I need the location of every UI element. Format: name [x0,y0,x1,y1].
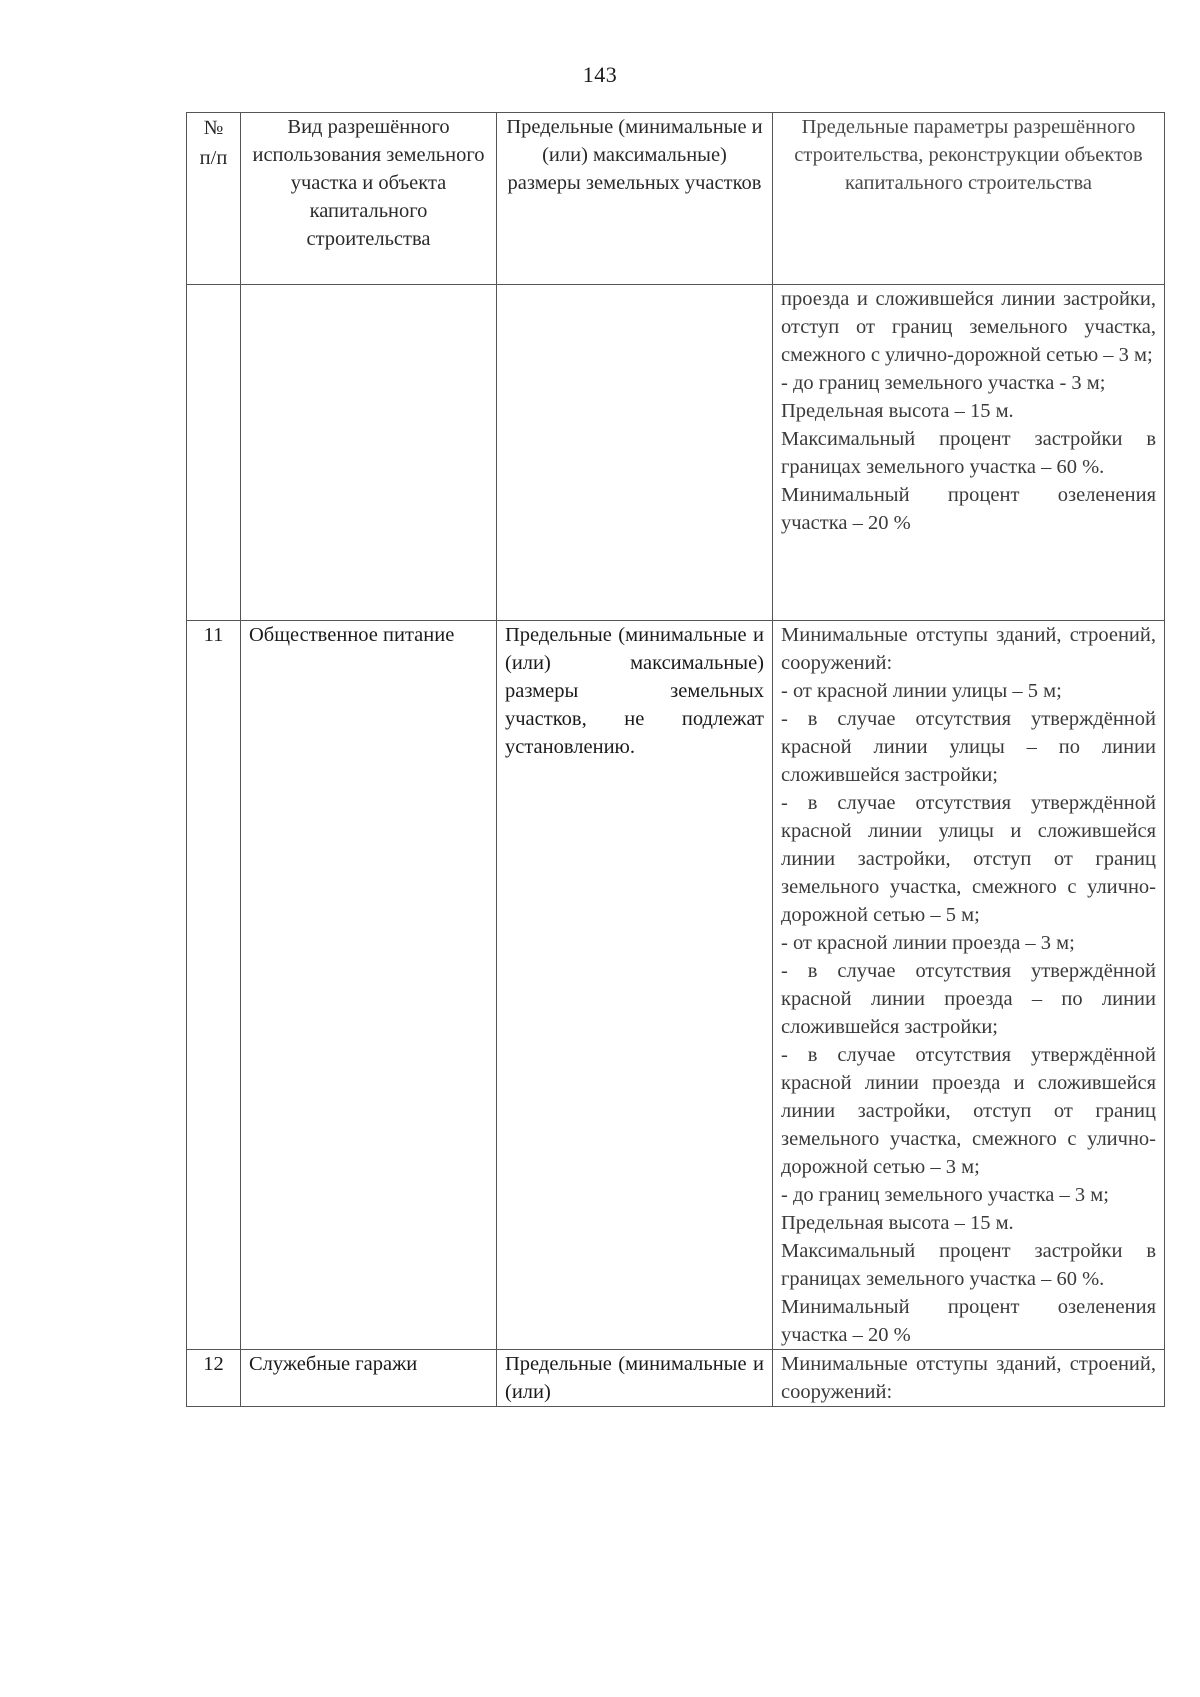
params-line: Минимальный процент озеленения участка – 20 % [781,1296,1156,1346]
header-construction-params: Предельные параметры разрешённого строительства, реконструкции объектов капитального строительства [773,113,1165,285]
params-line: Предельная высота – 15 м. [781,1212,1014,1234]
params-cell [773,285,1165,621]
params-line: Минимальные отступы зданий, строений, сооружений: [781,624,1156,674]
params-cell [773,1350,1165,1407]
table-row [187,1350,1165,1407]
header-use-type: Вид разрешённого использования земельного участка и объекта капитального строительства [241,113,497,285]
plot-sizes-cell [497,285,773,621]
plot-sizes-cell: Предельные (минимальные и (или) [497,1350,773,1407]
params-line: - в случае отсутствия утверждённой красной линии улицы и сложившейся линии застройки, отступ от границ земельного участка, смежного с улично-дорожной сетью – 5 м; [781,792,1156,926]
params-line: - в случае отсутствия утверждённой красной линии улицы – по линии сложившейся застройки; [781,708,1156,786]
params-line: - от красной линии улицы – 5 м; [781,680,1062,702]
params-line: Предельная высота – 15 м. [781,400,1014,422]
params-cell [773,621,1165,1350]
plot-sizes-cell: Предельные (минимальные и (или) максимальные) размеры земельных участков, не подлежат установлению. [497,621,773,1350]
use-type-cell: Служебные гаражи [241,1350,497,1407]
params-line: - в случае отсутствия утверждённой красной линии проезда – по линии сложившейся застройки; [781,960,1156,1038]
page-number: 143 [582,62,618,87]
params-line: - в случае отсутствия утверждённой красной линии проезда и сложившейся линии застройки, отступ от границ земельного участка, смежного с улично-дорожной сетью – 3 м; [781,1044,1156,1178]
params-line: - от красной линии проезда – 3 м; [781,932,1075,954]
table-header-row [187,113,1165,285]
table-row [187,621,1165,1350]
row-number-cell [187,285,241,621]
row-number-cell: 11 [187,621,241,1350]
params-line: Максимальный процент застройки в границах земельного участка – 60 %. [781,428,1156,478]
params-line: - до границ земельного участка – 3 м; [781,1184,1109,1206]
params-line: - до границ земельного участка - 3 м; [781,372,1106,394]
params-line: Минимальные отступы зданий, строений, сооружений: [781,1353,1156,1403]
header-plot-sizes: Предельные (минимальные и (или) максимальные) размеры земельных участков [497,113,773,285]
params-line: проезда и сложившейся линии застройки, отступ от границ земельного участка, смежного с улично-дорожной сетью – 3 м; [781,288,1156,366]
zoning-parameters-table [186,112,1165,1407]
use-type-cell [241,285,497,621]
params-line: Максимальный процент застройки в границах земельного участка – 60 %. [781,1240,1156,1290]
params-line: Минимальный процент озеленения участка – 20 % [781,484,1156,534]
row-number-cell: 12 [187,1350,241,1407]
use-type-cell: Общественное питание [241,621,497,1350]
header-row-number: № п/п [187,113,241,285]
table-row [187,285,1165,621]
